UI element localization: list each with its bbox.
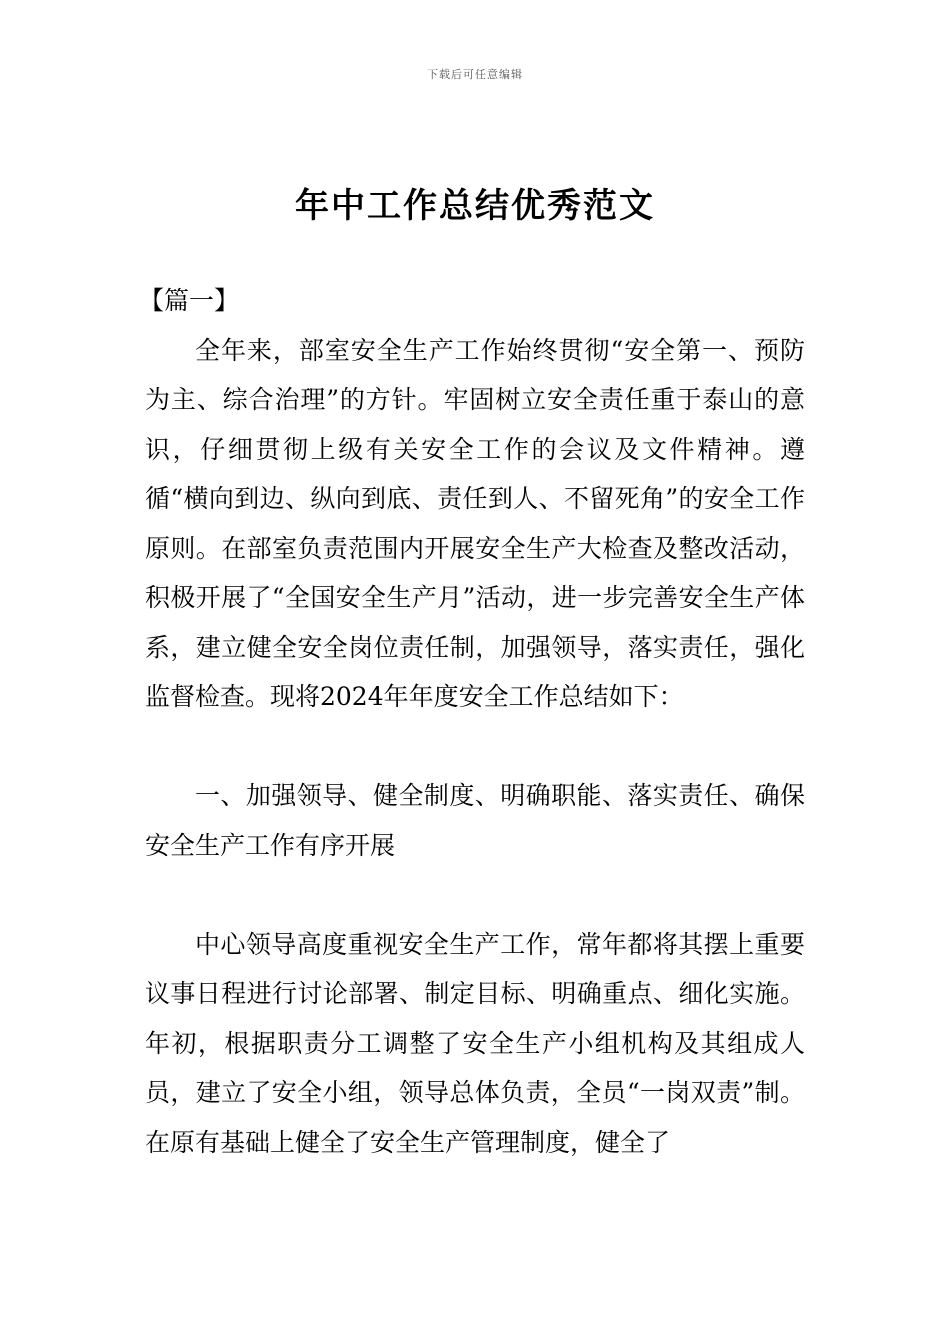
document-body: [139, 276, 805, 1167]
paragraph-gap: [145, 722, 805, 772]
paragraph-intro: 全年来，部室安全生产工作始终贯彻“安全第一、预防为主、综合治理”的方针。牢固树立安全责任重于泰山的意识，仔细贯彻上级有关安全工作的会议及文件精神。遵循“横向到边、纵向到底、责任到人、不留死角”的安全工作原则。在部室负责范围内开展安全生产大检查及整改活动，积极开展了“全国安全生产月”活动，进一步完善安全生产体系，建立健全安全岗位责任制，加强领导，落实责任，强化监督检查。现将2024年年度安全工作总结如下：: [145, 335, 805, 711]
paragraph-heading-one: 一、加强领导、健全制度、明确职能、落实责任、确保安全生产工作有序开展: [145, 781, 805, 860]
section-label: 【篇一】: [139, 286, 240, 315]
paragraph-body: 中心领导高度重视安全生产工作，常年都将其摆上重要议事日程进行讨论部署、制定目标、明确重点、细化实施。年初，根据职责分工调整了安全生产小组机构及其组成人员，建立了安全小组，领导总体负责，全员“一岗双责”制。在原有基础上健全了安全生产管理制度，健全了: [145, 929, 805, 1157]
paragraph-gap: [145, 870, 805, 920]
document-title: 年中工作总结优秀范文: [295, 186, 655, 226]
header-note: 下载后可任意编辑: [427, 68, 523, 81]
